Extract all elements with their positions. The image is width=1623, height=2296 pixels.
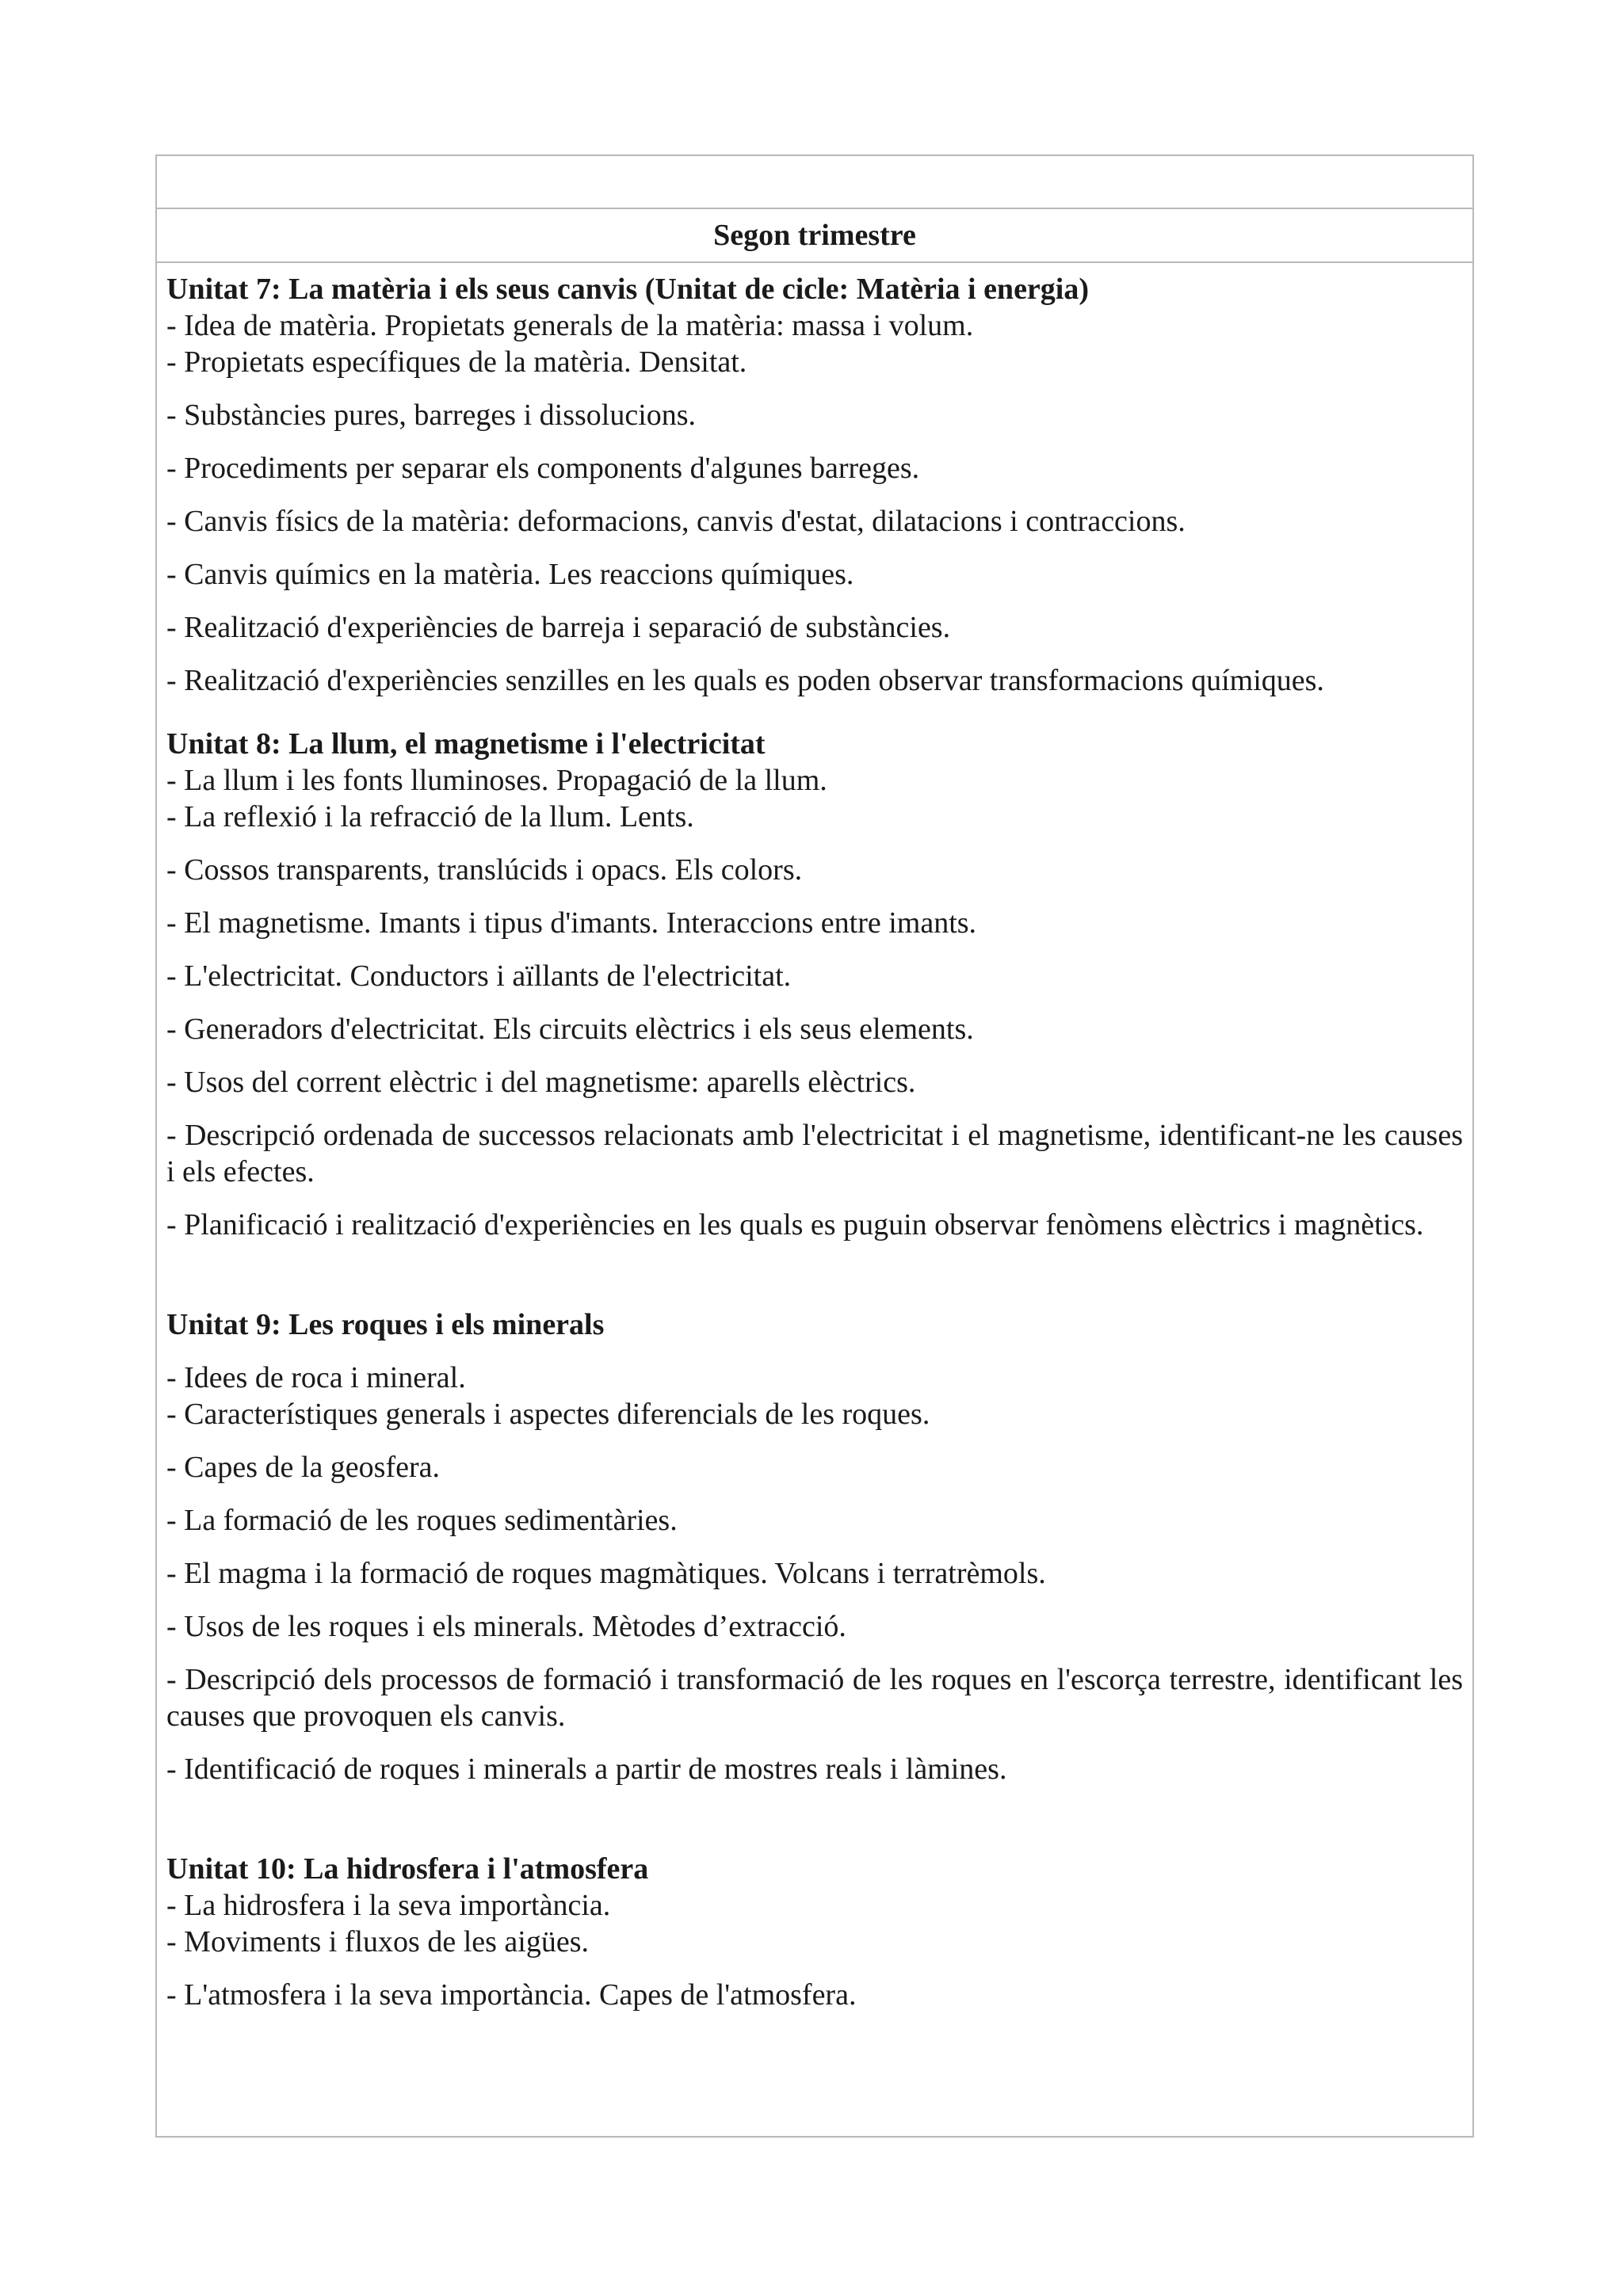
unit-7-item: - Substàncies pures, barreges i dissolucions. (166, 399, 697, 432)
unit-7-item: - Realització d'experiències senzilles en les quals es poden observar transformacions químiques. (166, 664, 1324, 697)
term-title: Segon trimestre (713, 219, 916, 252)
units-content (157, 263, 1472, 2013)
unit-7-item: - Realització d'experiències de barreja i separació de substàncies. (166, 611, 951, 644)
unit-8-item: - L'electricitat. Conductors i aïllants de l'electricitat. (166, 959, 792, 993)
unit-9-item: - La formació de les roques sedimentàries. (166, 1504, 678, 1537)
empty-header-row (157, 156, 1472, 209)
unit-8-item: - Generadors d'electricitat. Els circuits elèctrics i els seus elements. (166, 1013, 974, 1046)
unit-8-item: - La llum i les fonts lluminoses. Propagació de la llum. (166, 764, 827, 797)
unit-7-title: Unitat 7: La matèria i els seus canvis (Unitat de cicle: Matèria i energia) (166, 273, 1090, 306)
unit-7-item: - Idea de matèria. Propietats generals de la matèria: massa i volum. (166, 309, 974, 342)
unit-10-item: - La hidrosfera i la seva importància. (166, 1889, 611, 1922)
unit-10-title: Unitat 10: La hidrosfera i l'atmosfera (166, 1852, 649, 1886)
unit-10-item: - L'atmosfera i la seva importància. Capes de l'atmosfera. (166, 1978, 857, 2012)
unit-7-item: - Propietats específiques de la matèria. Densitat. (166, 345, 747, 379)
unit-9-item: - Idees de roca i mineral. (166, 1361, 466, 1394)
unit-8-title: Unitat 8: La llum, el magnetisme i l'electricitat (166, 727, 766, 761)
unit-7-item: - Procediments per separar els components d'algunes barreges. (166, 452, 920, 485)
unit-8-item: - El magnetisme. Imants i tipus d'imants. Interaccions entre imants. (166, 906, 977, 940)
unit-8-item: - Usos del corrent elèctric i del magnetisme: aparells elèctrics. (166, 1066, 916, 1099)
unit-10-item: - Moviments i fluxos de les aigües. (166, 1925, 589, 1958)
unit-9-title: Unitat 9: Les roques i els minerals (166, 1308, 605, 1341)
unit-8-item: - Cossos transparents, translúcids i opacs. Els colors. (166, 853, 803, 887)
unit-7-item: - Canvis químics en la matèria. Les reaccions químiques. (166, 558, 854, 591)
unit-9-item: - Característiques generals i aspectes diferencials de les roques. (166, 1398, 930, 1431)
unit-8-item: - La reflexió i la refracció de la llum. Lents. (166, 800, 694, 833)
unit-9-item: - Usos de les roques i els minerals. Mètodes d’extracció. (166, 1610, 846, 1643)
unit-9-item: - Descripció dels processos de formació i transformació de les roques en l'escorça terrestre, identificant les causes que provoquen els canvis. (166, 1663, 1463, 1733)
term-heading (157, 209, 1472, 263)
unit-9-item: - Identificació de roques i minerals a partir de mostres reals i làmines. (166, 1753, 1007, 1786)
unit-8-item: - Planificació i realització d'experiències en les quals es puguin observar fenòmens elèctrics i magnètics. (166, 1208, 1424, 1241)
unit-7-item: - Canvis físics de la matèria: deformacions, canvis d'estat, dilatacions i contraccions. (166, 505, 1186, 538)
curriculum-table (155, 154, 1474, 2138)
unit-9-item: - Capes de la geosfera. (166, 1451, 441, 1484)
unit-8-item: - Descripció ordenada de successos relacionats amb l'electricitat i el magnetisme, identificant-ne les causes i els efectes. (166, 1119, 1463, 1188)
unit-9-item: - El magma i la formació de roques magmàtiques. Volcans i terratrèmols. (166, 1557, 1046, 1590)
